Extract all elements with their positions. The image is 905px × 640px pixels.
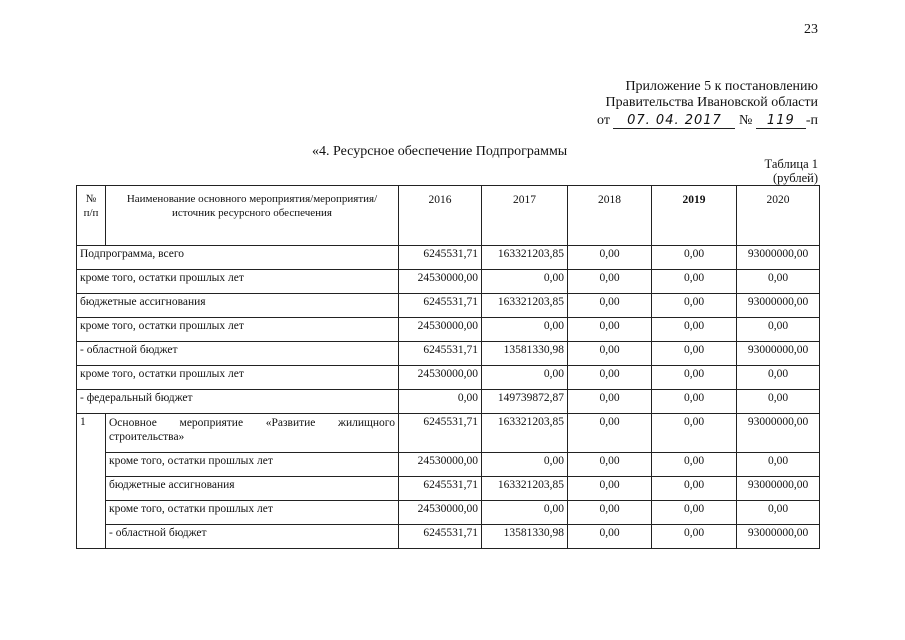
page-number: 23 — [804, 22, 818, 37]
value-2019: 0,00 — [652, 318, 737, 342]
value-2016: 24530000,00 — [399, 453, 482, 477]
value-2017: 163321203,85 — [482, 294, 568, 318]
row-label: Основное мероприятие «Развитие жилищного строительства» — [106, 414, 399, 453]
value-2019: 0,00 — [652, 294, 737, 318]
value-2020: 0,00 — [737, 318, 820, 342]
value-2016: 6245531,71 — [399, 294, 482, 318]
value-2018: 0,00 — [568, 453, 652, 477]
appendix-line-1: Приложение 5 к постановлению — [625, 79, 818, 94]
value-2019: 0,00 — [652, 270, 737, 294]
header-name: Наименование основного мероприятия/мероприятия/источник ресурсного обеспечения — [106, 186, 399, 246]
value-2016: 24530000,00 — [399, 318, 482, 342]
value-2019: 0,00 — [652, 525, 737, 549]
value-2020: 93000000,00 — [737, 246, 820, 270]
decree-date: 07. 04. 2017 — [613, 114, 735, 129]
value-2017: 0,00 — [482, 453, 568, 477]
from-label: от — [597, 113, 610, 128]
table-row — [77, 294, 820, 318]
value-2018: 0,00 — [568, 525, 652, 549]
number-label: № — [738, 113, 753, 128]
value-2019: 0,00 — [652, 342, 737, 366]
value-2017: 13581330,98 — [482, 342, 568, 366]
row-label: кроме того, остатки прошлых лет — [106, 453, 399, 477]
section-title: «4. Ресурсное обеспечение Подпрограммы — [312, 144, 568, 159]
value-2018: 0,00 — [568, 246, 652, 270]
value-2018: 0,00 — [568, 390, 652, 414]
value-2016: 6245531,71 — [399, 525, 482, 549]
value-2020: 0,00 — [737, 270, 820, 294]
value-2019: 0,00 — [652, 477, 737, 501]
value-2017: 149739872,87 — [482, 390, 568, 414]
value-2017: 0,00 — [482, 501, 568, 525]
header-num: № п/п — [77, 186, 106, 246]
value-2020: 93000000,00 — [737, 525, 820, 549]
decree-number: 119 — [756, 114, 806, 129]
appendix-line-2: Правительства Ивановской области — [605, 95, 818, 110]
header-2019: 2019 — [652, 186, 737, 246]
table-row — [77, 414, 820, 453]
value-2017: 163321203,85 — [482, 414, 568, 453]
table-row — [77, 477, 820, 501]
value-2016: 6245531,71 — [399, 477, 482, 501]
row-label: кроме того, остатки прошлых лет — [77, 366, 399, 390]
value-2018: 0,00 — [568, 501, 652, 525]
value-2018: 0,00 — [568, 294, 652, 318]
header-2020: 2020 — [737, 186, 820, 246]
row-label: бюджетные ассигнования — [77, 294, 399, 318]
value-2020: 93000000,00 — [737, 342, 820, 366]
table-row — [77, 342, 820, 366]
row-label: кроме того, остатки прошлых лет — [77, 270, 399, 294]
row-label: - федеральный бюджет — [77, 390, 399, 414]
value-2020: 93000000,00 — [737, 294, 820, 318]
row-label: - областной бюджет — [77, 342, 399, 366]
value-2016: 6245531,71 — [399, 246, 482, 270]
value-2017: 13581330,98 — [482, 525, 568, 549]
value-2016: 24530000,00 — [399, 366, 482, 390]
table-row — [77, 453, 820, 477]
row-label: - областной бюджет — [106, 525, 399, 549]
table-row — [77, 270, 820, 294]
value-2019: 0,00 — [652, 390, 737, 414]
value-2016: 24530000,00 — [399, 270, 482, 294]
value-2018: 0,00 — [568, 477, 652, 501]
value-2020: 0,00 — [737, 366, 820, 390]
table-header-row — [77, 186, 820, 246]
value-2017: 0,00 — [482, 366, 568, 390]
value-2020: 0,00 — [737, 453, 820, 477]
value-2018: 0,00 — [568, 342, 652, 366]
appendix-decree-line — [597, 112, 818, 130]
value-2017: 0,00 — [482, 318, 568, 342]
value-2017: 163321203,85 — [482, 246, 568, 270]
value-2020: 93000000,00 — [737, 414, 820, 453]
value-2020: 0,00 — [737, 390, 820, 414]
table-row — [77, 366, 820, 390]
resource-table — [76, 185, 820, 549]
row-label: Подпрограмма, всего — [77, 246, 399, 270]
table-row — [77, 390, 820, 414]
table-row — [77, 246, 820, 270]
decree-suffix: -п — [805, 113, 818, 128]
value-2019: 0,00 — [652, 501, 737, 525]
header-2018: 2018 — [568, 186, 652, 246]
table-row — [77, 525, 820, 549]
value-2016: 6245531,71 — [399, 414, 482, 453]
row-label: кроме того, остатки прошлых лет — [106, 501, 399, 525]
row-label: бюджетные ассигнования — [106, 477, 399, 501]
table-caption: Таблица 1 — [764, 157, 818, 171]
value-2020: 0,00 — [737, 501, 820, 525]
value-2020: 93000000,00 — [737, 477, 820, 501]
value-2017: 0,00 — [482, 270, 568, 294]
table-row — [77, 318, 820, 342]
header-2016: 2016 — [399, 186, 482, 246]
value-2016: 6245531,71 — [399, 342, 482, 366]
value-2018: 0,00 — [568, 414, 652, 453]
value-2018: 0,00 — [568, 366, 652, 390]
value-2019: 0,00 — [652, 246, 737, 270]
value-2019: 0,00 — [652, 453, 737, 477]
header-2017: 2017 — [482, 186, 568, 246]
table-units: (рублей) — [772, 171, 818, 185]
row-label: кроме того, остатки прошлых лет — [77, 318, 399, 342]
value-2018: 0,00 — [568, 318, 652, 342]
value-2017: 163321203,85 — [482, 477, 568, 501]
row-number: 1 — [77, 414, 106, 549]
value-2016: 0,00 — [399, 390, 482, 414]
value-2018: 0,00 — [568, 270, 652, 294]
value-2019: 0,00 — [652, 366, 737, 390]
table-row — [77, 501, 820, 525]
value-2016: 24530000,00 — [399, 501, 482, 525]
value-2019: 0,00 — [652, 414, 737, 453]
